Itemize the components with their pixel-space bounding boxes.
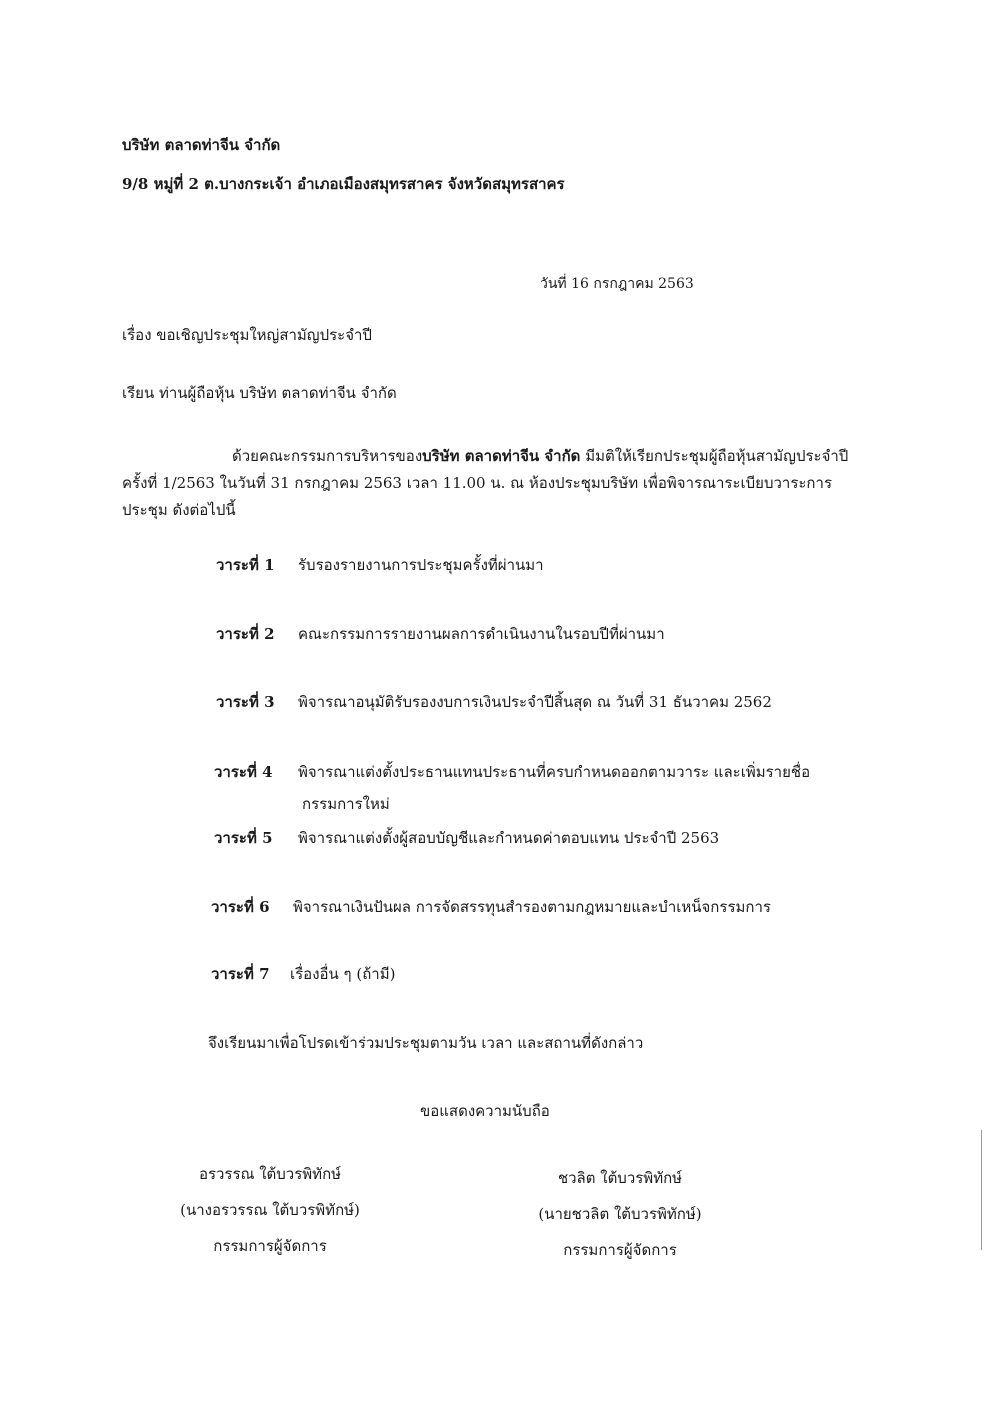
agenda-text-4-continued: กรรมการใหม่: [302, 795, 390, 813]
regards-text: ขอแสดงความนับถือ: [420, 1102, 550, 1120]
signed-name: อรวรรณ ใต้บวรพิทักษ์: [198, 1165, 342, 1183]
letter-body: [122, 443, 874, 524]
agenda-text-1: รับรองรายงานการประชุมครั้งที่ผ่านมา: [298, 556, 544, 574]
signatory-position: กรรมการผู้จัดการ: [563, 1241, 677, 1259]
signature-block-left: [140, 1156, 400, 1264]
letter-date: วันที่ 16 กรกฎาคม 2563: [540, 276, 694, 292]
body-text-part1: ด้วยคณะกรรมการบริหารของ: [232, 447, 423, 465]
letter-subject: เรื่อง ขอเชิญประชุมใหญ่สามัญประจำปี: [122, 326, 372, 344]
letter-recipient: เรียน ท่านผู้ถือหุ้น บริษัท ตลาดท่าจีน จำกัด: [122, 384, 397, 402]
agenda-text-3: พิจารณาอนุมัติรับรองงบการเงินประจำปีสิ้นสุด ณ วันที่ 31 ธันวาคม 2562: [298, 693, 772, 711]
agenda-label-2: วาระที่ 2: [216, 625, 275, 643]
agenda-label-5: วาระที่ 5: [214, 829, 273, 847]
agenda-label-3: วาระที่ 3: [216, 693, 275, 711]
agenda-label-7: วาระที่ 7: [211, 965, 270, 983]
agenda-label-4: วาระที่ 4: [214, 763, 273, 781]
agenda-label-1: วาระที่ 1: [216, 556, 275, 574]
agenda-label-6: วาระที่ 6: [211, 898, 270, 916]
company-address: 9/8 หมู่ที่ 2 ต.บางกระเจ้า อำเภอเมืองสมุทรสาคร จังหวัดสมุทรสาคร: [122, 175, 565, 193]
signatory-position: กรรมการผู้จัดการ: [213, 1237, 327, 1255]
signed-name: ชวลิต ใต้บวรพิทักษ์: [557, 1169, 683, 1187]
agenda-text-7: เรื่องอื่น ๆ (ถ้ามี): [290, 965, 396, 983]
body-text-part2: มีมติให้เรียกประชุมผู้ถือหุ้นสามัญประจำปี ครั้งที่ 1/2563 ในวันที่ 31 กรกฎาคม 2563 เวลา 11.00 น. ณ ห้องประชุมบริษัท เพื่อพิจารณาระเบียบวาระการประชุม ดังต่อไปนี้: [122, 447, 849, 519]
scan-edge-mark: [981, 1130, 982, 1250]
agenda-text-2: คณะกรรมการรายงานผลการดำเนินงานในรอบปีที่ผ่านมา: [298, 625, 665, 643]
closing-statement: จึงเรียนมาเพื่อโปรดเข้าร่วมประชุมตามวัน เวลา และสถานที่ดังกล่าว: [208, 1034, 644, 1052]
agenda-text-4: พิจารณาแต่งตั้งประธานแทนประธานที่ครบกำหนดออกตามวาระ และเพิ่มรายชื่อ: [298, 763, 811, 781]
agenda-text-5: พิจารณาแต่งตั้งผู้สอบบัญชีและกำหนดค่าตอบแทน ประจำปี 2563: [298, 829, 720, 847]
agenda-text-6: พิจารณาเงินปันผล การจัดสรรทุนสำรองตามกฎหมายและบำเหน็จกรรมการ: [293, 898, 771, 916]
signatory-full-name: (นางอรวรรณ ใต้บวรพิทักษ์): [180, 1201, 360, 1219]
signature-block-right: [490, 1160, 750, 1268]
company-name: บริษัท ตลาดท่าจีน จำกัด: [122, 136, 281, 154]
body-company-name: บริษัท ตลาดท่าจีน จำกัด: [422, 447, 581, 465]
signatory-full-name: (นายชวลิต ใต้บวรพิทักษ์): [538, 1205, 702, 1223]
